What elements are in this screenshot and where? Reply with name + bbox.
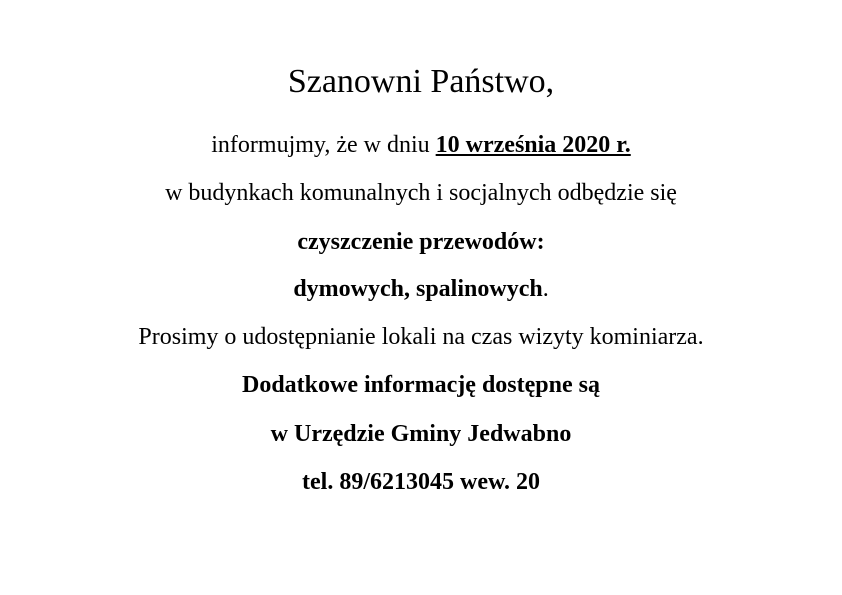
- event-date: 10 września 2020 r.: [435, 132, 631, 158]
- notice-location-line: w budynkach komunalnych i socjalnych odbędzie się: [165, 180, 677, 206]
- notice-phone-line: tel. 89/6213045 wew. 20: [302, 469, 540, 495]
- service-types-period: .: [542, 276, 549, 302]
- notice-date-line: [0, 130, 842, 160]
- service-types-text: dymowych, spalinowych: [293, 276, 543, 302]
- notice-info-line: Dodatkowe informację dostępne są: [242, 372, 600, 398]
- notice-service-types: [0, 274, 842, 304]
- notice-office-line: w Urzędzie Gminy Jedwabno: [270, 421, 572, 447]
- notice-request-line: Prosimy o udostępnianie lokali na czas wizyty kominiarza.: [138, 324, 704, 350]
- date-line-prefix: informujmy, że w dniu: [211, 132, 436, 158]
- notice-service-heading: czyszczenie przewodów:: [297, 229, 545, 255]
- notice-title: Szanowni Państwo,: [287, 63, 555, 100]
